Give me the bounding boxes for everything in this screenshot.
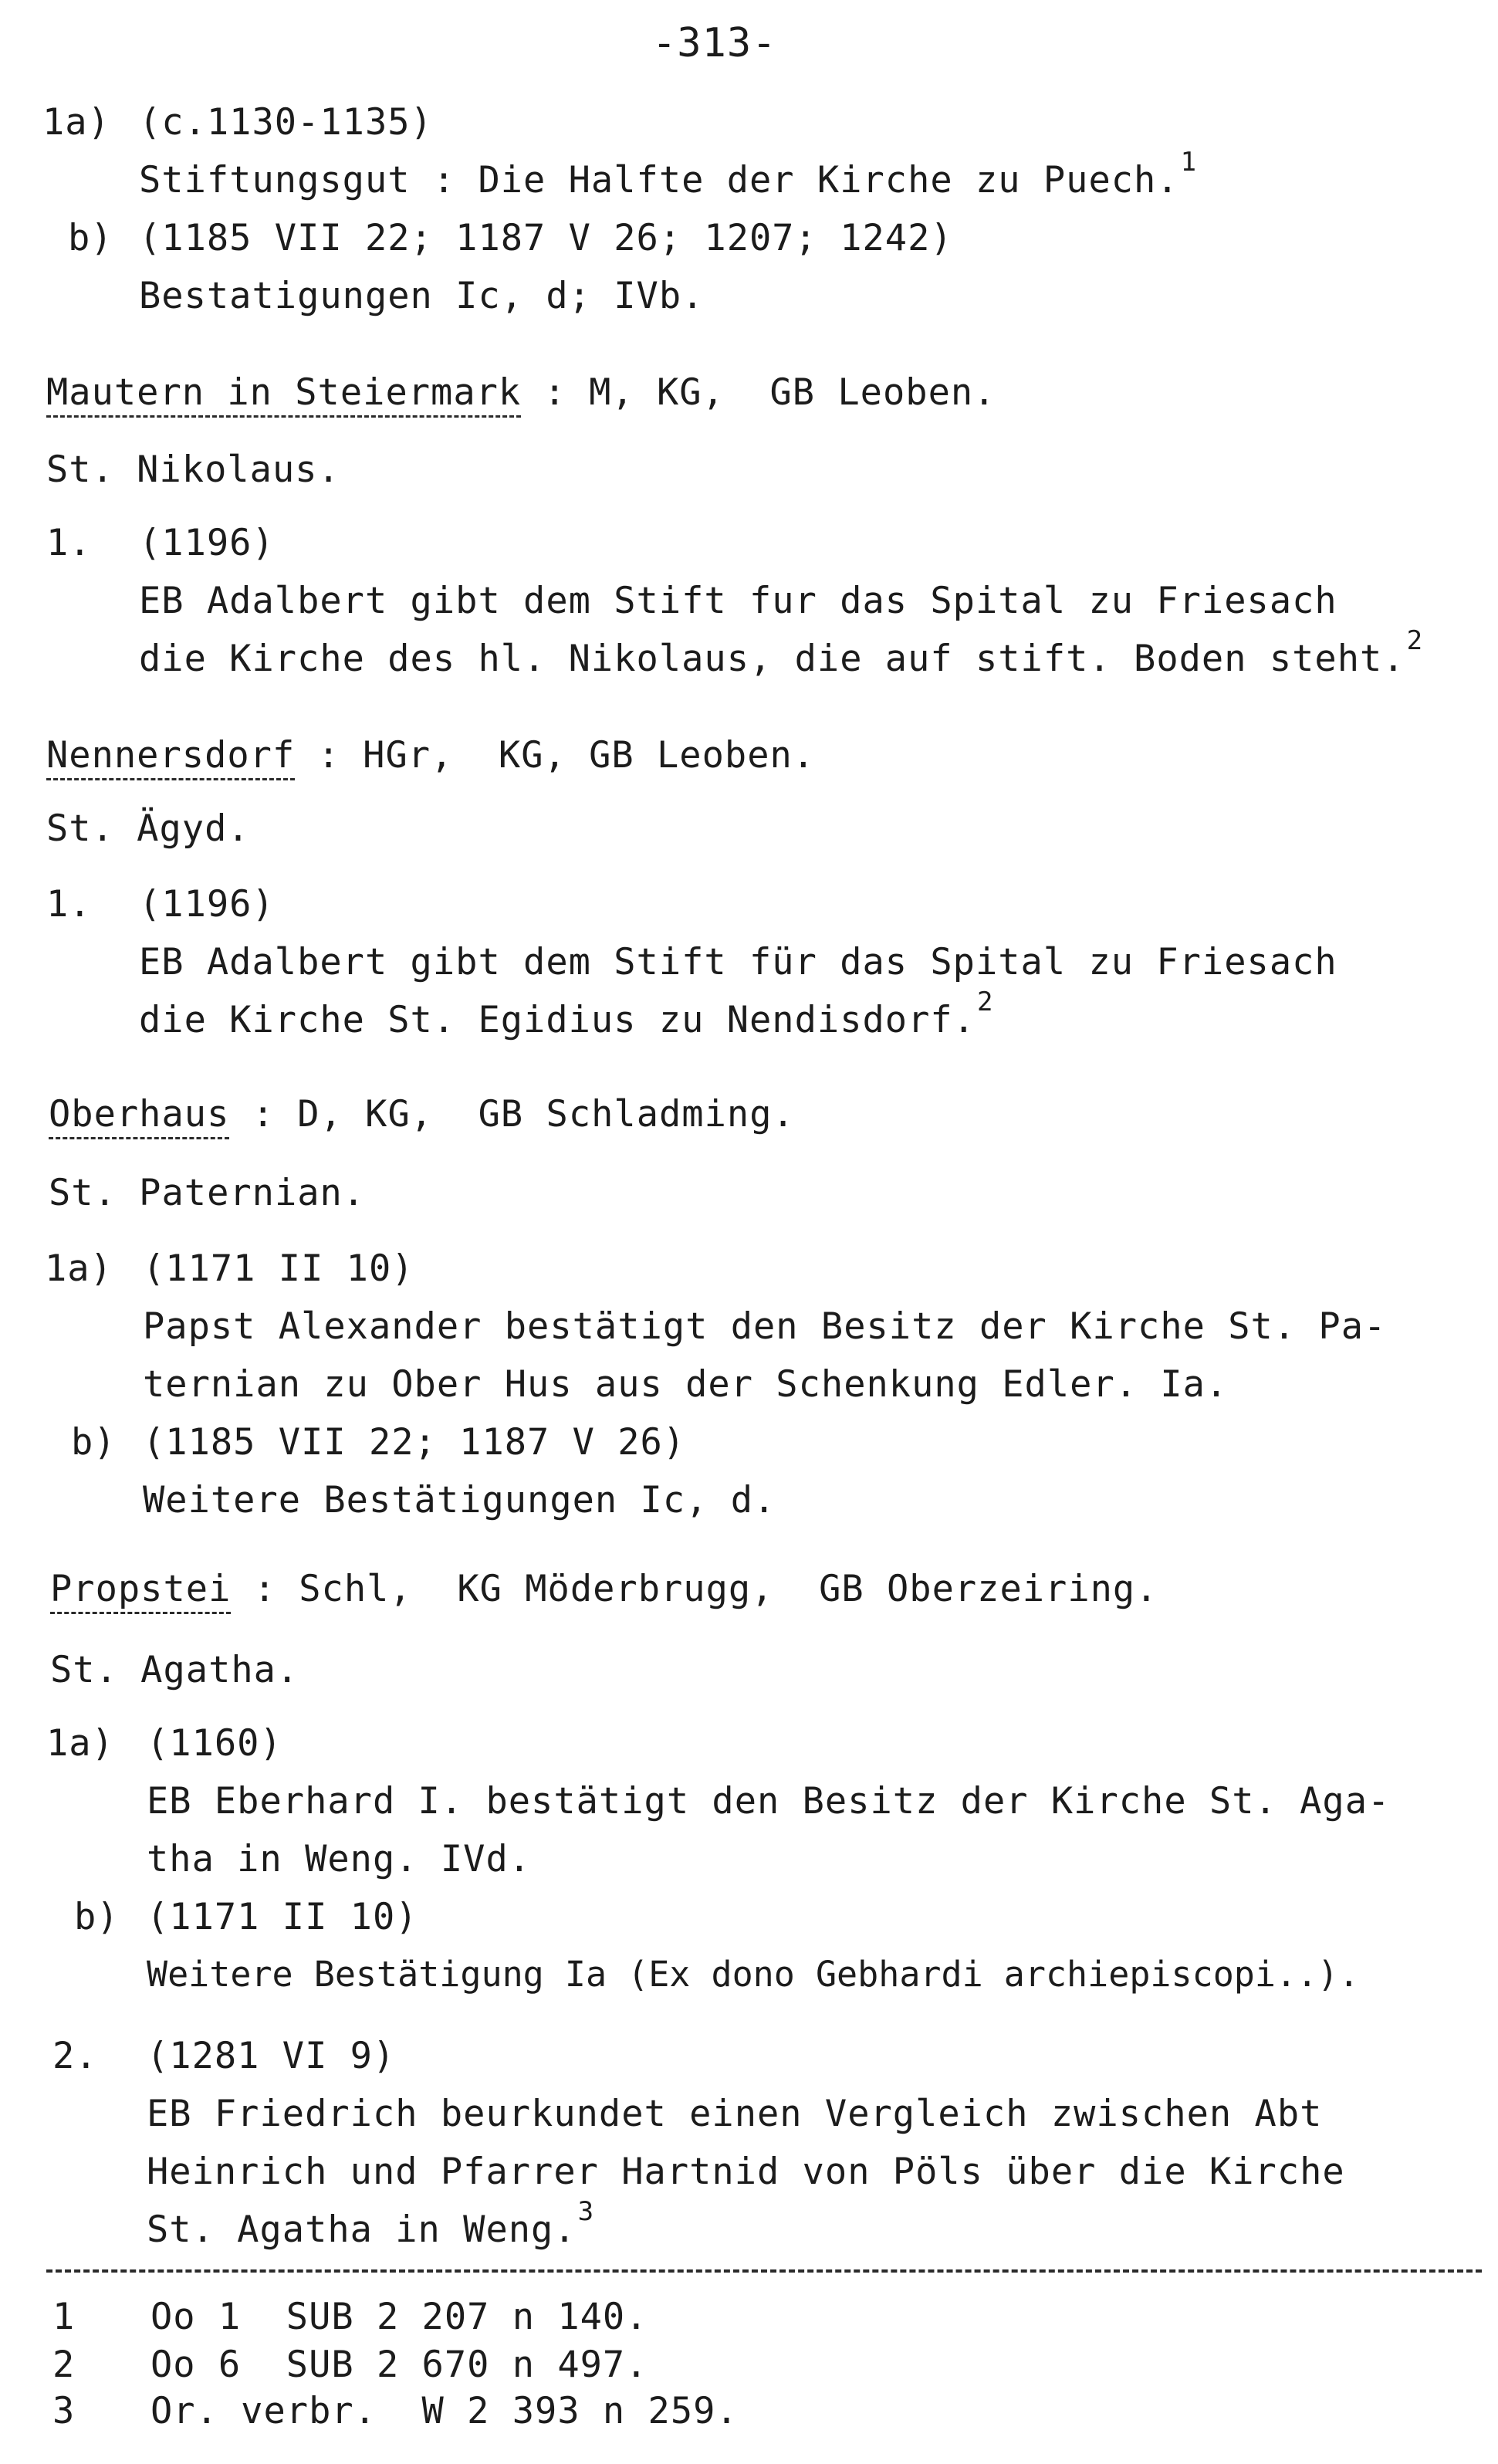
entry-text: EB Adalbert gibt dem Stift für das Spital zu Friesach: [139, 941, 1337, 983]
entry-text: EB Adalbert gibt dem Stift fur das Spital zu Friesach: [139, 580, 1337, 622]
entry-date: (1196): [139, 522, 275, 564]
footnote-ref: 1: [1180, 147, 1198, 178]
footnote-ref: 3: [577, 2196, 595, 2227]
footnote-text: Oo 1 SUB 2 207 n 140.: [150, 2296, 648, 2338]
entry-text: Heinrich und Pfarrer Hartnid von Pöls über die Kirche: [147, 2151, 1345, 2193]
place-heading: [50, 1568, 1158, 1610]
footnote-number: 1: [52, 2296, 76, 2338]
entry-date: (1185 VII 22; 1187 V 26): [143, 1421, 686, 1464]
entry-text: Stiftungsgut : Die Halfte der Kirche zu Puech.$^1$: [139, 147, 1198, 201]
saint-name: St. Ägyd.: [46, 807, 250, 850]
footnote-number: 3: [52, 2390, 76, 2432]
place-details: : M, KG, GB Leoben.: [521, 371, 996, 414]
entry-text: EB Friedrich beurkundet einen Vergleich zwischen Abt: [147, 2093, 1323, 2135]
place-details: : HGr, KG, GB Leoben.: [295, 734, 816, 777]
saint-name: St. Paternian.: [49, 1172, 366, 1214]
footnote-text: Or. verbr. W 2 393 n 259.: [150, 2390, 739, 2432]
entry-marker: b): [71, 1421, 117, 1464]
entry-marker: 1.: [46, 883, 92, 926]
saint-name: St. Agatha.: [50, 1649, 299, 1691]
footnote-separator: [46, 2269, 1482, 2273]
place-heading: [46, 371, 996, 414]
entry-date: (1171 II 10): [143, 1247, 414, 1290]
place-name: Propstei: [50, 1568, 231, 1614]
entry-date: (1185 VII 22; 1187 V 26; 1207; 1242): [139, 217, 953, 259]
entry-text: ternian zu Ober Hus aus der Schenkung Edler. Ia.: [143, 1363, 1229, 1406]
place-details: : D, KG, GB Schladming.: [229, 1093, 795, 1136]
entry-text: Bestatigungen Ic, d; IVb.: [139, 275, 705, 317]
entry-text: die Kirche St. Egidius zu Nendisdorf.$^2$: [139, 987, 994, 1041]
entry-marker: 2.: [52, 2035, 98, 2077]
entry-text: St. Agatha in Weng.$^3$: [147, 2196, 595, 2251]
footnote-ref: 2: [1406, 625, 1424, 656]
footnote-text: Oo 6 SUB 2 670 n 497.: [150, 2344, 648, 2386]
entry-date: (1196): [139, 883, 275, 926]
entry-marker: b): [68, 217, 113, 259]
saint-name: St. Nikolaus.: [46, 448, 340, 491]
entry-date: (1160): [147, 1722, 282, 1765]
entry-date: (c.1130-1135): [139, 101, 433, 144]
entry-marker: b): [74, 1896, 120, 1938]
entry-text: Papst Alexander bestätigt den Besitz der Kirche St. Pa-: [143, 1305, 1387, 1348]
entry-text: EB Eberhard I. bestätigt den Besitz der Kirche St. Aga-: [147, 1780, 1391, 1823]
entry-text: Weitere Bestätigungen Ic, d.: [143, 1479, 776, 1521]
place-heading: [46, 734, 816, 777]
place-heading: [49, 1093, 795, 1136]
footnote-ref: 2: [976, 987, 994, 1017]
entry-text: die Kirche des hl. Nikolaus, die auf stift. Boden steht.$^2$: [139, 625, 1424, 680]
entry-text: tha in Weng. IVd.: [147, 1838, 532, 1880]
place-name: Nennersdorf: [46, 734, 295, 780]
place-name: Oberhaus: [49, 1093, 229, 1139]
footnote-number: 2: [52, 2344, 76, 2386]
entry-date: (1281 VI 9): [147, 2035, 396, 2077]
entry-marker: 1.: [46, 522, 92, 564]
entry-marker: 1a): [42, 101, 110, 144]
page-number: -313-: [652, 20, 777, 66]
place-details: : Schl, KG Möderbrugg, GB Oberzeiring.: [231, 1568, 1158, 1610]
entry-date: (1171 II 10): [147, 1896, 418, 1938]
place-name: Mautern in Steiermark: [46, 371, 521, 418]
entry-marker: 1a): [46, 1722, 114, 1765]
entry-text: Weitere Bestätigung Ia (Ex dono Gebhardi archiepiscopi..).: [147, 1954, 1360, 1995]
entry-marker: 1a): [45, 1247, 113, 1290]
